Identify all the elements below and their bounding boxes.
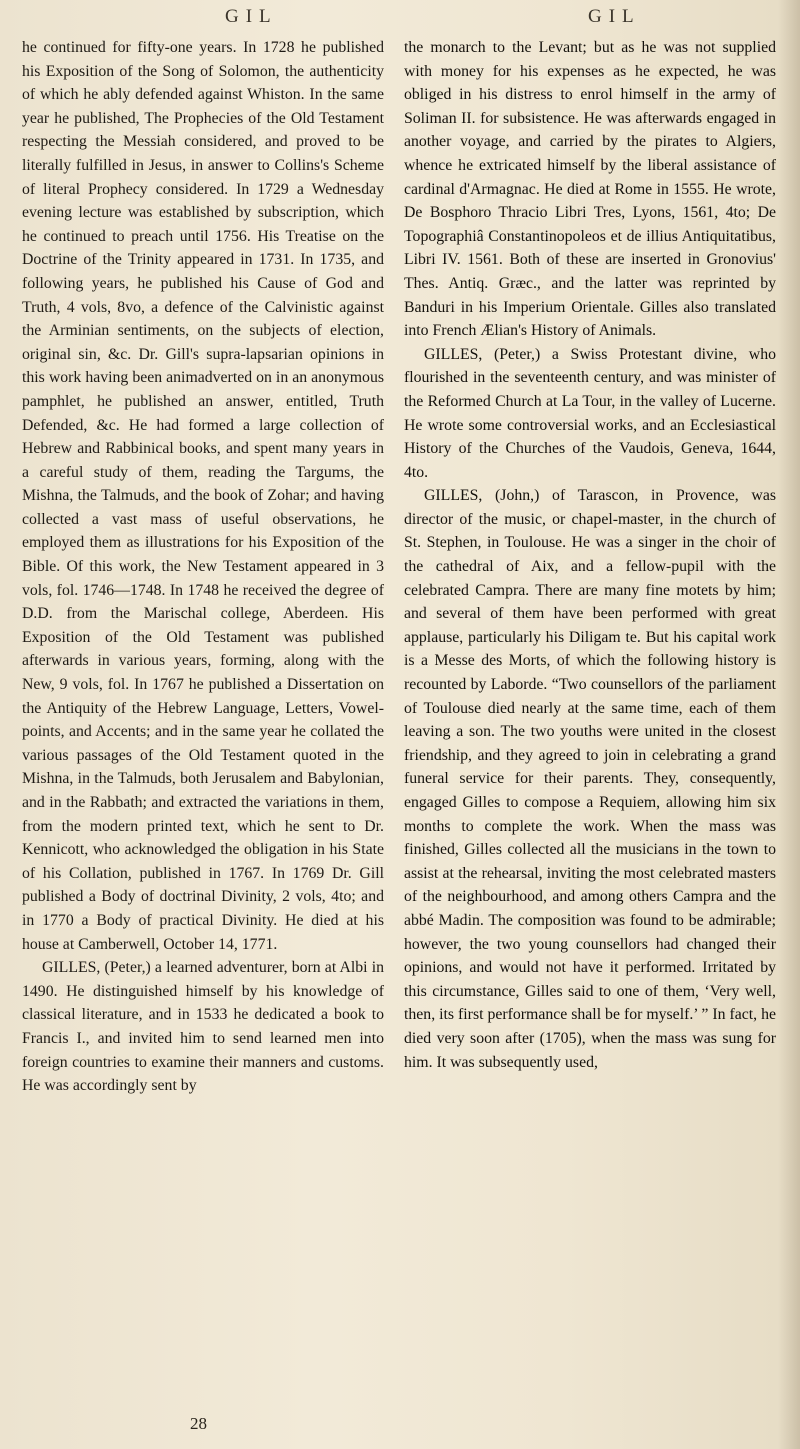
paragraph: GILLES, (Peter,) a Swiss Protestant divine, who flourished in the seventeenth century, and was minister of the Reformed Church at La Tour, in the valley of Lucerne. He wrote some controversial works, and an Ecclesiastical History of the Churches of the Vaudois, Geneva, 1644, 4to.: [404, 345, 776, 481]
page-edge-shadow: [778, 0, 800, 1449]
running-head-left: GIL: [225, 6, 278, 27]
paragraph: GILLES, (John,) of Tarascon, in Provence, was director of the music, or chapel-master, in the church of St. Stephen, in Toulouse. He was a singer in the choir of the cathedral of Aix, and a fellow-pupil with the celebrated Campra. There are many fine motets by him; and several of them have been performed with great applause, particularly his Diligam te. But his capital work is a Messe des Morts, of which the following history is recounted by Laborde. “Two counsellors of the parliament of Toulouse died nearly at the same time, each of them leaving a son. The two youths were united in the closest friendship, and they agreed to join in celebrating a grand funeral service for their parents. They, consequently, engaged Gilles to compose a Requiem, allowing him six months to complete the work. When the mass was finished, Gilles collected all the musicians in the town to assist at the rehearsal, inviting the most celebrated masters of the neighbourhood, and among others Campra and the abbé Madin. The composition was found to be admirable; however, the two young counsellors had changed their opinions, and would not have it performed. Irritated by this circumstance, Gilles said to one of them, ‘Very well, then, its first performance shall be for myself.’ ” In fact, he died very soon after (1705), when the mass was sung for him. It was subsequently used,: [404, 487, 776, 1071]
paragraph: he continued for fifty-one years. In 1728 he published his Exposition of the Song of Solomon, the authenticity of which he ably defended against Whiston. In the same year he published, The Prophecies of the Old Testament respecting the Messiah considered, and proved to be literally fulfilled in Jesus, in answer to Collins's Scheme of literal Prophecy considered. In 1729 a Wednesday evening lecture was established by subscription, which he continued to preach until 1756. His Treatise on the Doctrine of the Trinity appeared in 1731. In 1735, and following years, he published his Cause of God and Truth, 4 vols, 8vo, a defence of the Calvinistic against the Arminian sentiments, on the subjects of election, original sin, &c. Dr. Gill's supra-lapsarian opinions in this work having been animadverted on in an anonymous pamphlet, he published an answer, entitled, Truth Defended, &c. He had formed a large collection of Hebrew and Rabbinical books, and spent many years in a careful study of them, reading the Targums, the Mishna, the Talmuds, and the book of Zohar; and having collected a vast mass of useful observations, he employed them as illustrations for his Exposition of the Bible. Of this work, the New Testament appeared in 3 vols, fol. 1746—1748. In 1748 he received the degree of D.D. from the Marischal college, Aberdeen. His Exposition of the Old Testament was published afterwards in various years, forming, along with the New, 9 vols, fol. In 1767 he published a Dissertation on the Antiquity of the Hebrew Language, Letters, Vowel-points, and Accents; and in the same year he collated the various passages of the Old Testament quoted in the Mishna, in the Talmuds, both Jerusalem and Babylonian, and in the Rabbath; and extracted the variations in them, from the modern printed text, which he sent to Dr. Kennicott, who acknowledged the obligation in his State of his Collation, published in 1767. In 1769 Dr. Gill published a Body of doctrinal Divinity, 2 vols, 4to; and in 1770 a Body of practical Divinity. He died at his house at Camberwell, October 14, 1771.: [22, 39, 384, 953]
running-head-right: GIL: [588, 6, 641, 27]
page-number: 28: [190, 1414, 207, 1433]
paragraph: GILLES, (Peter,) a learned adventurer, born at Albi in 1490. He distinguished himself by his knowledge of classical literature, and in 1533 he dedicated a book to Francis I., and invited him to send learned men into foreign countries to examine their manners and customs. He was accordingly sent by: [22, 959, 384, 1095]
left-column: [22, 36, 384, 1098]
paragraph: the monarch to the Levant; but as he was not supplied with money for his expenses as he expected, he was obliged in his distress to enrol himself in the army of Soliman II. for subsistence. He was afterwards engaged in another voyage, and carried by the pirates to Algiers, whence he extricated himself by the liberal assistance of cardinal d'Armagnac. He died at Rome in 1555. He wrote, De Bosphoro Thracio Libri Tres, Lyons, 1561, 4to; De Topographiâ Constantinopoleos et de illius Antiquitatibus, Libri IV. 1561. Both of these are inserted in Gronovius' Thes. Antiq. Græc., and the latter was reprinted by Banduri in his Imperium Orientale. Gilles also translated into French Ælian's History of Animals.: [404, 39, 776, 340]
right-column: [404, 36, 776, 1074]
